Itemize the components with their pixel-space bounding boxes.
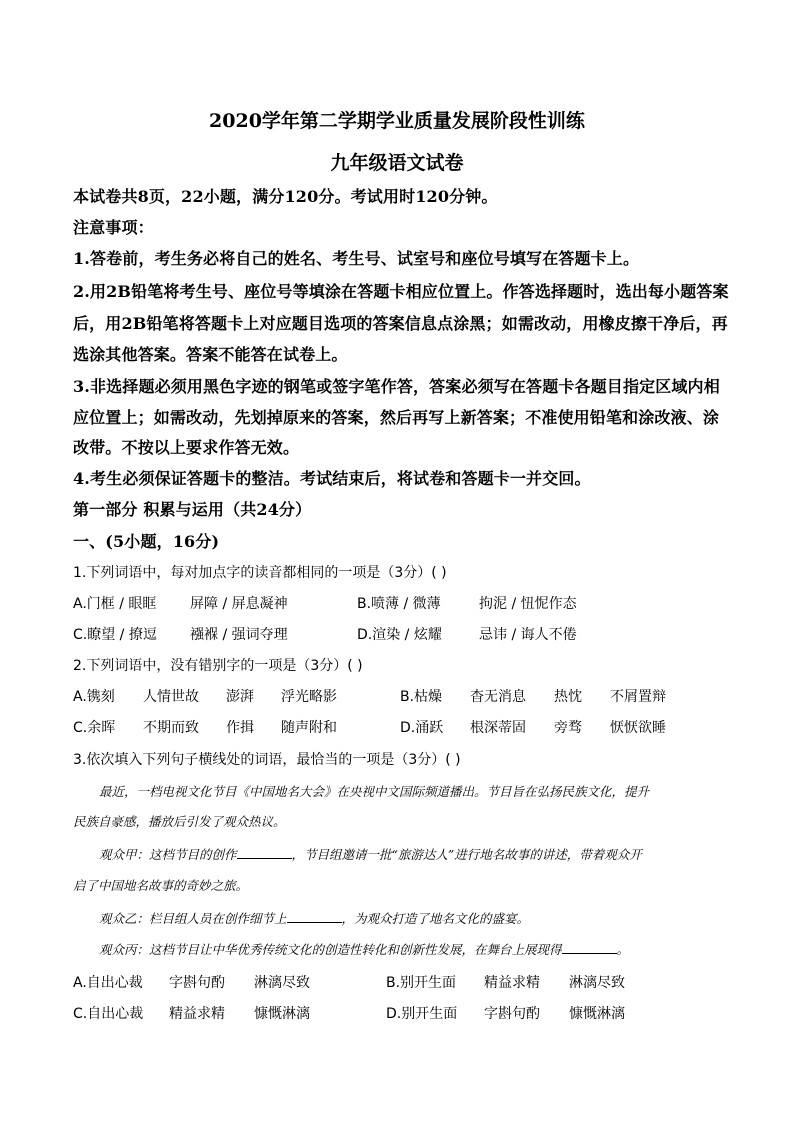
question-3-option-d-word: D.别开生面 — [386, 1006, 458, 1022]
question-2-option-b-word: B.枯燥 — [400, 689, 443, 705]
passage-text: 观众丙：这档节目让中华优秀传统文化的创造性转化和创新性发展，在舞台上展现得 — [99, 942, 562, 957]
question-3-option-d-word: 字斟句酌 — [484, 1006, 540, 1022]
part-1-heading: 第一部分 积累与运用（共24分） — [73, 500, 312, 519]
passage-text: ，为观众打造了地名文化的盛宴。 — [341, 911, 530, 926]
passage-text: 。 — [616, 942, 630, 957]
question-1-option-d-part-1: D.渲染 / 炫耀 — [357, 627, 442, 643]
question-3-option-a-word: 淋漓尽致 — [254, 975, 310, 991]
fill-blank-3 — [562, 941, 617, 954]
question-1-option-a-part-2: 屏障 / 屏息凝神 — [190, 596, 288, 612]
question-1-option-b-part-1: B.喷薄 / 微薄 — [357, 596, 441, 612]
section-1-heading: 一、(5小题，16分) — [73, 532, 220, 551]
question-2-option-b-word: 杳无消息 — [470, 689, 526, 705]
question-1-option-c-part-1: C.瞭望 / 撩逗 — [73, 627, 157, 643]
notice-item-2-line-1: 2.用2B铅笔将考生号、座位号等填涂在答题卡相应位置上。作答选择题时，选出每小题答案 — [73, 282, 729, 301]
question-2-option-d-word: D.涌跃 — [400, 720, 444, 736]
question-2-option-b-word: 热忱 — [554, 689, 582, 705]
question-2-option-a-word: 浮光略影 — [281, 689, 337, 705]
question-3-option-c-word: 慷慨淋漓 — [254, 1006, 310, 1022]
exam-intro: 本试卷共8页，22小题，满分120分。考试用时120分钟。 — [73, 187, 498, 206]
question-2-option-c-word: 作揖 — [226, 720, 254, 736]
question-2-option-b-word: 不屑置辩 — [610, 689, 666, 705]
notice-heading: 注意事项： — [73, 218, 154, 237]
question-3-option-b-word: 淋漓尽致 — [569, 975, 625, 991]
question-2-stem: 2.下列词语中，没有错别字的一项是（3分）( ) — [73, 658, 363, 674]
fill-blank-1 — [237, 846, 292, 859]
passage-text: ，节目组邀请一批“旅游达人”进行地名故事的讲述，带着观众开 — [291, 847, 642, 862]
passage-line: 最近，一档电视文化节目《中国地名大会》在央视中文国际频道播出。节目旨在弘扬民族文化，提升 — [99, 784, 650, 799]
question-3-option-c-word: C.自出心裁 — [73, 1006, 144, 1022]
notice-item-4: 4.考生必须保证答题卡的整洁。考试结束后，将试卷和答题卡一并交回。 — [73, 469, 591, 488]
question-3-option-d-word: 慷慨淋漓 — [569, 1006, 625, 1022]
notice-item-3-line-2: 应位置上；如需改动，先划掉原来的答案，然后再写上新答案；不准使用铅笔和涂改液、涂 — [73, 408, 720, 427]
notice-item-3-line-1: 3.非选择题必须用黑色字迹的钢笔或签字笔作答，答案必须写在答题卡各题目指定区域内相 — [73, 377, 720, 396]
exam-subtitle: 九年级语文试卷 — [330, 152, 464, 174]
passage-line — [73, 845, 723, 863]
question-2-option-d-word: 旁骛 — [554, 720, 582, 736]
question-1-option-d-part-2: 忌讳 / 诲人不倦 — [479, 627, 577, 643]
question-2-option-c-word: 随声附和 — [281, 720, 337, 736]
question-2-option-c-word: C.余晖 — [73, 720, 116, 736]
passage-line — [73, 909, 723, 927]
exam-title: 2020学年第二学期学业质量发展阶段性训练 — [209, 110, 585, 132]
passage-line: 民族自豪感，播放后引发了观众热议。 — [73, 814, 286, 829]
passage-line: 启了中国地名故事的奇妙之旅。 — [73, 878, 249, 893]
question-2-option-a-word: A.镌刻 — [73, 689, 115, 705]
notice-item-3-line-3: 改带。不按以上要求作答无效。 — [73, 438, 300, 457]
fill-blank-2 — [287, 910, 342, 923]
question-3-stem: 3.依次填入下列句子横线处的词语，最恰当的一项是（3分）( ) — [73, 752, 461, 768]
question-3-option-c-word: 精益求精 — [169, 1006, 225, 1022]
question-3-option-b-word: 精益求精 — [484, 975, 540, 991]
question-1-stem: 1.下列词语中，每对加点字的读音都相同的一项是（3分）( ) — [73, 565, 447, 581]
passage-text: 观众甲：这档节目的创作 — [99, 847, 237, 862]
question-1-option-c-part-2: 襁褓 / 强词夺理 — [190, 627, 288, 643]
question-1-option-a-part-1: A.门框 / 眼眶 — [73, 596, 157, 612]
notice-item-1: 1.答卷前，考生务必将自己的姓名、考生号、试室号和座位号填写在答题卡上。 — [73, 249, 640, 268]
notice-item-2-line-2: 后，用2B铅笔将答题卡上对应题目选项的答案信息点涂黑；如需改动，用橡皮擦干净后，再 — [73, 314, 728, 333]
question-3-option-a-word: A.自出心裁 — [73, 975, 143, 991]
question-3-option-b-word: B.别开生面 — [386, 975, 457, 991]
question-1-option-b-part-2: 拘泥 / 忸怩作态 — [479, 596, 577, 612]
notice-item-2-line-3: 选涂其他答案。答案不能答在试卷上。 — [73, 345, 348, 364]
question-2-option-a-word: 人情世故 — [143, 689, 199, 705]
question-2-option-c-word: 不期而致 — [143, 720, 199, 736]
question-3-option-a-word: 字斟句酌 — [169, 975, 225, 991]
question-2-option-a-word: 澎湃 — [226, 689, 254, 705]
question-2-option-d-word: 根深蒂固 — [470, 720, 526, 736]
passage-text: 观众乙：栏目组人员在创作细节上 — [99, 911, 287, 926]
passage-line — [73, 940, 723, 958]
question-2-option-d-word: 恹恹欲睡 — [610, 720, 666, 736]
